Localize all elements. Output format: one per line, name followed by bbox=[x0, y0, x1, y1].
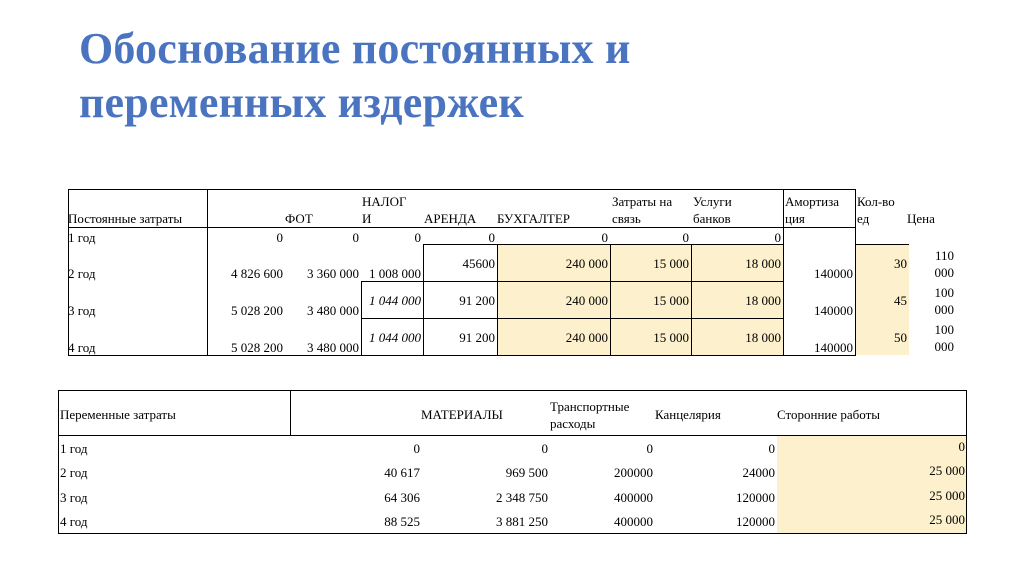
variable-cell: 3 881 250 bbox=[496, 514, 548, 529]
variable-cell: 2 348 750 bbox=[496, 490, 548, 505]
fixed-cell-price-line-1: 100 bbox=[934, 322, 954, 337]
header-bank-line-1: Услуги bbox=[693, 194, 732, 209]
variable-cell-transport: 400000 bbox=[614, 514, 653, 529]
header-outsourcing: Сторонние работы bbox=[777, 407, 881, 422]
variable-cell-materials: 0 bbox=[413, 441, 420, 456]
variable-row-label: 2 год bbox=[60, 465, 88, 480]
grid-line bbox=[58, 435, 967, 436]
variable-cell-transport: 400000 bbox=[614, 490, 653, 505]
variable-cell-outsourcing: 25 000 bbox=[929, 463, 965, 478]
header-transport-line-1: Транспортные bbox=[550, 399, 630, 414]
variable-cell-materials: 40 617 bbox=[384, 465, 420, 480]
fixed-cell-tax: 1 044 000 bbox=[369, 293, 421, 308]
title-line-2: переменных издержек bbox=[79, 78, 524, 127]
variable-cell-transport: 0 bbox=[646, 441, 653, 456]
fixed-cell-comm: 0 bbox=[682, 230, 689, 245]
grid-line bbox=[68, 189, 855, 190]
fixed-cell: 3 480 000 bbox=[307, 340, 359, 355]
header-tax-line-1: НАЛОГ bbox=[362, 194, 407, 209]
fixed-cell-fot: 5 028 200 bbox=[231, 303, 283, 318]
fixed-cell-fot: 5 028 200 bbox=[231, 340, 283, 355]
header-rent: АРЕНДА bbox=[424, 211, 477, 226]
header-variable-costs: Переменные затраты bbox=[60, 407, 176, 422]
fixed-cell-price-line-1: 110 bbox=[934, 248, 954, 263]
variable-row-label: 3 год bbox=[60, 490, 88, 505]
fixed-cell-qty: 45 bbox=[894, 293, 907, 308]
grid-line bbox=[58, 390, 59, 534]
fixed-row-label: 1 год bbox=[68, 230, 96, 245]
variable-cell: 969 500 bbox=[505, 465, 548, 480]
fixed-cell-rent: 91 200 bbox=[459, 330, 495, 345]
fixed-cell-fot: 4 826 600 bbox=[231, 266, 283, 281]
fixed-row-label: 3 год bbox=[68, 303, 96, 318]
fixed-cell-tax: 1 044 000 bbox=[369, 330, 421, 345]
fixed-cell-accounting: 240 000 bbox=[565, 330, 608, 345]
grid-line bbox=[966, 390, 967, 534]
header-price: Цена bbox=[907, 211, 935, 226]
variable-row-label: 1 год bbox=[60, 441, 88, 456]
header-bank-line-2: банков bbox=[693, 211, 731, 226]
header-amort-line-1: Амортиза bbox=[785, 194, 839, 209]
fixed-cell-accounting: 240 000 bbox=[565, 256, 608, 271]
header-qty-line-2: ед bbox=[857, 211, 870, 226]
variable-row-label: 4 год bbox=[60, 514, 88, 529]
fixed-cell: 3 480 000 bbox=[307, 303, 359, 318]
header-comm-line-2: связь bbox=[612, 211, 641, 226]
variable-cell-outsourcing: 0 bbox=[958, 439, 965, 454]
fixed-cell-rent: 0 bbox=[488, 230, 495, 245]
header-materials: МАТЕРИАЛЫ bbox=[421, 407, 503, 422]
fixed-cell-bank: 0 bbox=[774, 230, 781, 245]
variable-cell-office: 24000 bbox=[742, 465, 775, 480]
variable-cell-office: 120000 bbox=[736, 490, 775, 505]
variable-cell-office: 120000 bbox=[736, 514, 775, 529]
variable-cell-outsourcing: 25 000 bbox=[929, 488, 965, 503]
fixed-cell-qty: 50 bbox=[894, 330, 907, 345]
header-fixed-costs: Постоянные затраты bbox=[68, 211, 183, 226]
fixed-cell: 3 360 000 bbox=[307, 266, 359, 281]
fixed-cell-tax: 1 008 000 bbox=[369, 266, 421, 281]
fixed-cell-bank: 18 000 bbox=[745, 293, 781, 308]
header-tax-line-2: И bbox=[362, 211, 372, 226]
fixed-cell: 0 bbox=[352, 230, 359, 245]
fixed-cell-amort: 140000 bbox=[814, 266, 853, 281]
page-title bbox=[79, 22, 631, 130]
grid-line bbox=[361, 318, 783, 319]
fixed-cell-amort: 140000 bbox=[814, 340, 853, 355]
grid-line bbox=[361, 281, 783, 282]
grid-line bbox=[290, 390, 291, 436]
variable-cell-materials: 88 525 bbox=[384, 514, 420, 529]
header-fot: ФОТ bbox=[285, 211, 313, 226]
fixed-cell-amort: 140000 bbox=[814, 303, 853, 318]
title-line-1: Обоснование постоянных и bbox=[79, 24, 631, 73]
fixed-cell-comm: 15 000 bbox=[653, 256, 689, 271]
fixed-cell-bank: 18 000 bbox=[745, 256, 781, 271]
fixed-cell-tax: 0 bbox=[414, 230, 421, 245]
header-office-supplies: Канцелярия bbox=[655, 407, 721, 422]
fixed-cell-price-line-2: 000 bbox=[934, 339, 954, 354]
header-accounting: БУХГАЛТЕР bbox=[497, 211, 571, 226]
fixed-cell-rent: 45600 bbox=[462, 256, 495, 271]
fixed-cell-price-line-2: 000 bbox=[934, 302, 954, 317]
fixed-cell-fot: 0 bbox=[276, 230, 283, 245]
header-amort-line-2: ция bbox=[785, 211, 805, 226]
grid-line bbox=[68, 355, 855, 356]
fixed-cell-price-line-1: 100 bbox=[934, 285, 954, 300]
fixed-cell-accounting: 0 bbox=[601, 230, 608, 245]
grid-line bbox=[68, 227, 855, 228]
header-transport-line-2: расходы bbox=[550, 416, 596, 431]
fixed-cell-price-line-2: 000 bbox=[934, 265, 954, 280]
fixed-cell-rent: 91 200 bbox=[459, 293, 495, 308]
fixed-row-label: 2 год bbox=[68, 266, 96, 281]
fixed-cell-comm: 15 000 bbox=[653, 330, 689, 345]
fixed-cell-accounting: 240 000 bbox=[565, 293, 608, 308]
variable-cell-outsourcing: 25 000 bbox=[929, 512, 965, 527]
fixed-row-label: 4 год bbox=[68, 340, 96, 355]
variable-cell-transport: 200000 bbox=[614, 465, 653, 480]
header-comm-line-1: Затраты на bbox=[612, 194, 673, 209]
header-qty-line-1: Кол-во bbox=[857, 194, 895, 209]
fixed-cell-bank: 18 000 bbox=[745, 330, 781, 345]
variable-cell-materials: 64 306 bbox=[384, 490, 420, 505]
grid-line bbox=[58, 533, 967, 534]
grid-line bbox=[855, 244, 909, 245]
variable-cell: 0 bbox=[541, 441, 548, 456]
variable-cell-office: 0 bbox=[768, 441, 775, 456]
fixed-cell-comm: 15 000 bbox=[653, 293, 689, 308]
grid-line bbox=[58, 390, 967, 391]
fixed-cell-qty: 30 bbox=[894, 256, 907, 271]
